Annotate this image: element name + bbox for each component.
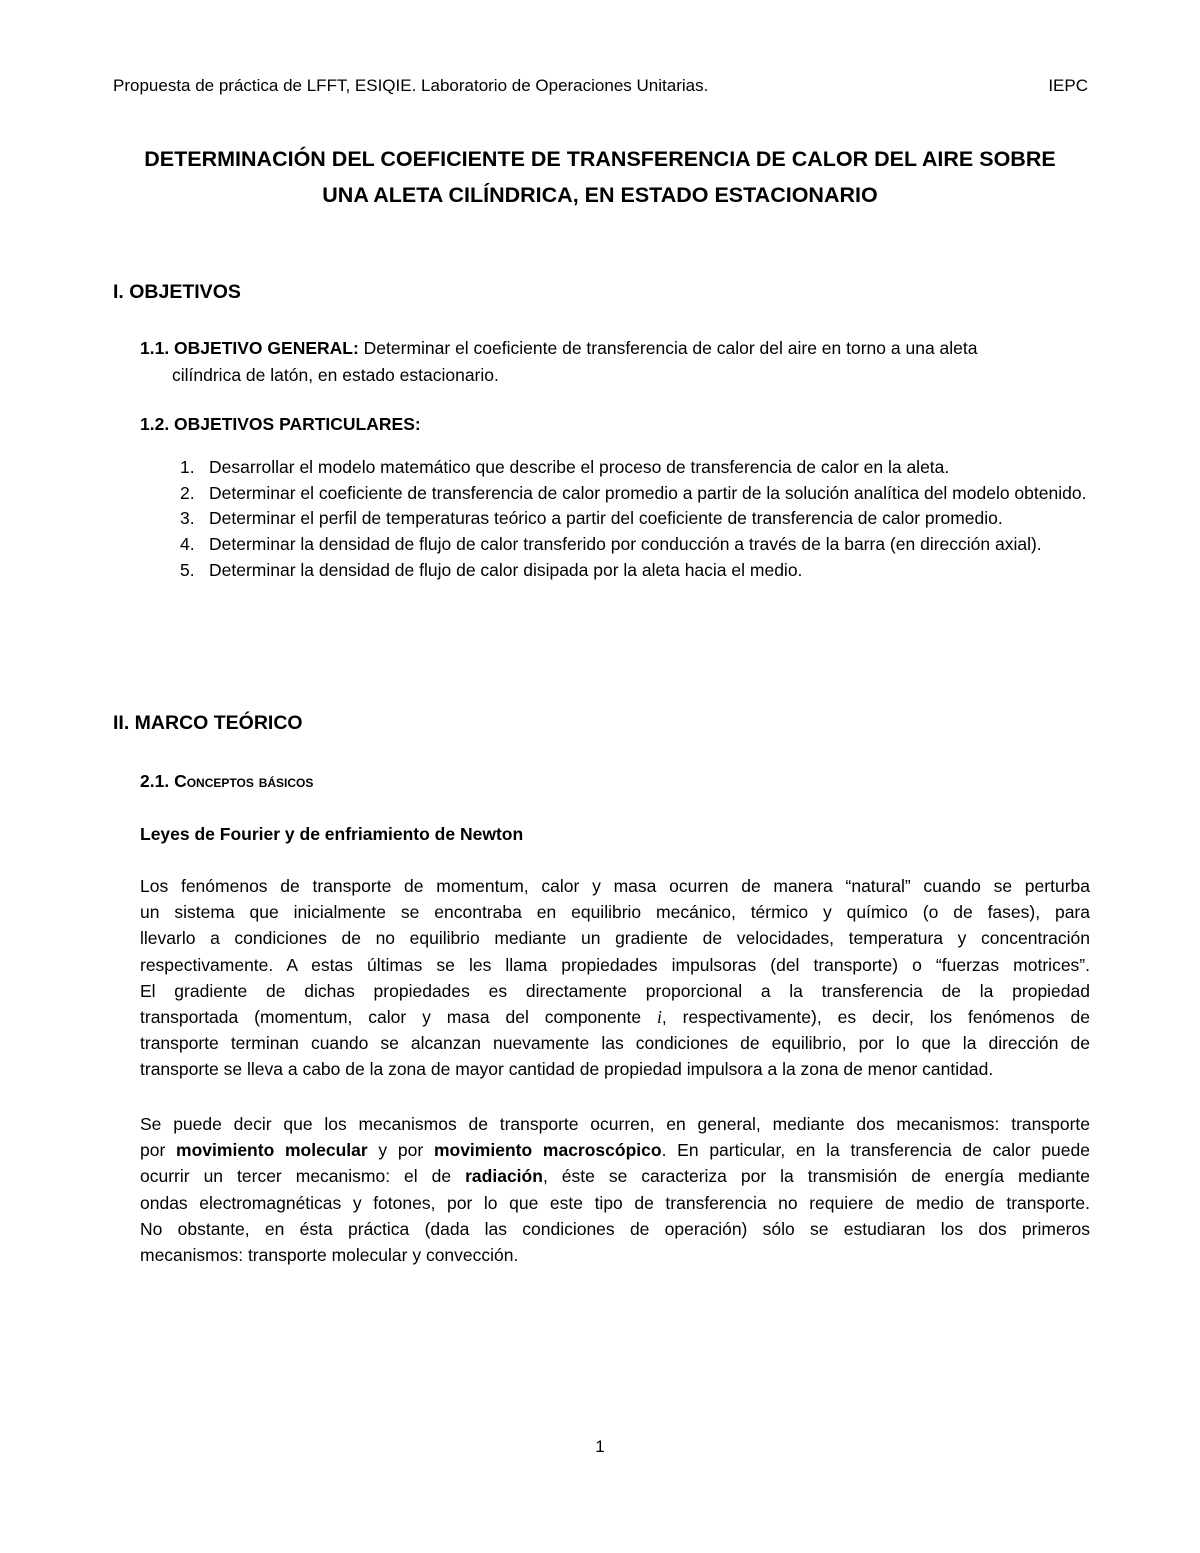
bold-term: movimiento molecular xyxy=(176,1140,368,1161)
page-number: 1 xyxy=(595,1437,605,1456)
paragraph-fragment: ocurrir un tercer mecanismo: el de xyxy=(140,1166,466,1187)
paragraph-line: No obstante, en ésta práctica (dada las condiciones de operación) sólo se estudiaran los dos primeros xyxy=(140,1218,1090,1239)
list-item-number: 2. xyxy=(180,482,195,503)
objetivo-general-text: Determinar el coeficiente de transferencia de calor del aire en torno a una aleta xyxy=(358,338,978,358)
topic-heading: Leyes de Fourier y de enfriamiento de Newton xyxy=(140,824,524,844)
paragraph-line: transporte terminan cuando se alcanzan nuevamente las condiciones de equilibrio, por lo que la dirección de xyxy=(140,1033,1090,1054)
list-item xyxy=(180,532,1090,558)
objetivos-particulares-label xyxy=(140,411,1090,438)
list-item-text: Determinar la densidad de flujo de calor transferido por conducción a través de la barra (en dirección axial). xyxy=(209,534,1042,555)
paragraph-fragment: transportada (momentum, calor y masa del componente xyxy=(140,1006,657,1027)
objetivo-general xyxy=(140,335,1090,389)
bold-term: movimiento macroscópico xyxy=(433,1140,662,1161)
section-heading-marco-teorico: II. MARCO TEÓRICO xyxy=(113,712,303,734)
page-header-left: Propuesta de práctica de LFFT, ESIQIE. Laboratorio de Operaciones Unitarias. xyxy=(113,76,709,95)
list-item-number: 5. xyxy=(180,559,195,580)
section-heading-objetivos: I. OBJETIVOS xyxy=(113,281,241,303)
list-item-text: Determinar el coeficiente de transferencia de calor promedio a partir de la solución analítica del modelo obtenido. xyxy=(209,482,1087,503)
paragraph-line: Se puede decir que los mecanismos de transporte ocurren, en general, mediante dos mecanismos: transporte xyxy=(140,1114,1090,1134)
document-title-line2: UNA ALETA CILÍNDRICA, EN ESTADO ESTACIONARIO xyxy=(322,183,878,207)
paragraph-line: respectivamente. A estas últimas se les llama propiedades impulsoras (del transporte) o “fuerzas motrices”. xyxy=(140,954,1090,975)
page-header-right: IEPC xyxy=(1048,76,1088,95)
paragraph-line: mecanismos: transporte molecular y convección. xyxy=(140,1244,519,1265)
list-item xyxy=(180,455,1090,481)
list-item xyxy=(180,558,1090,584)
document-title-line1: DETERMINACIÓN DEL COEFICIENTE DE TRANSFERENCIA DE CALOR DEL AIRE SOBRE xyxy=(144,147,1056,171)
objetivo-general-line1 xyxy=(140,335,1090,362)
subsection-conceptos-basicos xyxy=(140,768,1090,795)
paragraph-line: transporte se lleva a cabo de la zona de mayor cantidad de propiedad impulsora a la zona de menor cantidad. xyxy=(140,1059,994,1080)
bold-term: radiación xyxy=(465,1166,543,1187)
paragraph-line: un sistema que inicialmente se encontraba en equilibrio mecánico, térmico y químico (o de fases), para xyxy=(140,902,1090,923)
list-item-text: Desarrollar el modelo matemático que describe el proceso de transferencia de calor en la aleta. xyxy=(209,457,950,477)
objetivo-general-label: 1.1. OBJETIVO GENERAL: xyxy=(140,338,359,358)
list-item-text: Determinar la densidad de flujo de calor disipada por la aleta hacia el medio. xyxy=(209,559,803,580)
objetivos-particulares-list xyxy=(180,455,1090,584)
paragraph-line xyxy=(140,1137,1090,1163)
paragraph-line: Los fenómenos de transporte de momentum, calor y masa ocurren de manera “natural” cuando se perturba xyxy=(140,876,1090,896)
list-item-number: 3. xyxy=(180,508,195,529)
paragraph-line xyxy=(140,1163,1090,1189)
paragraph-transporte xyxy=(140,873,1090,1083)
paragraph-mecanismos xyxy=(140,1111,1090,1268)
list-item xyxy=(180,506,1090,532)
paragraph-fragment: , respectivamente), es decir, los fenómenos de xyxy=(661,1006,1090,1027)
paragraph-line: ondas electromagnéticas y fotones, por lo que este tipo de transferencia no requiere de medio de transporte. xyxy=(140,1192,1090,1213)
subsection-title: Conceptos básicos xyxy=(174,771,314,791)
objetivo-general-line2: cilíndrica de latón, en estado estacionario. xyxy=(172,365,499,385)
paragraph-fragment: por xyxy=(140,1140,177,1161)
subsection-number: 2.1. xyxy=(140,771,175,791)
paragraph-line: El gradiente de dichas propiedades es directamente proporcional a la transferencia de la propiedad xyxy=(140,980,1090,1001)
paragraph-fragment: y por xyxy=(367,1140,434,1161)
paragraph-line: llevarlo a condiciones de no equilibrio mediante un gradiente de velocidades, temperatura y concentración xyxy=(140,928,1090,949)
paragraph-line xyxy=(140,1004,1090,1030)
objetivos-particulares-heading: 1.2. OBJETIVOS PARTICULARES: xyxy=(140,414,421,434)
component-symbol: i xyxy=(656,1006,662,1027)
paragraph-fragment: . En particular, en la transferencia de calor puede xyxy=(661,1140,1090,1161)
list-item-number: 1. xyxy=(180,457,195,477)
list-item xyxy=(180,481,1090,507)
paragraph-fragment: , éste se caracteriza por la transmisión de energía mediante xyxy=(542,1166,1090,1187)
list-item-number: 4. xyxy=(180,534,195,555)
list-item-text: Determinar el perfil de temperaturas teórico a partir del coeficiente de transferencia de calor promedio. xyxy=(209,508,1003,529)
